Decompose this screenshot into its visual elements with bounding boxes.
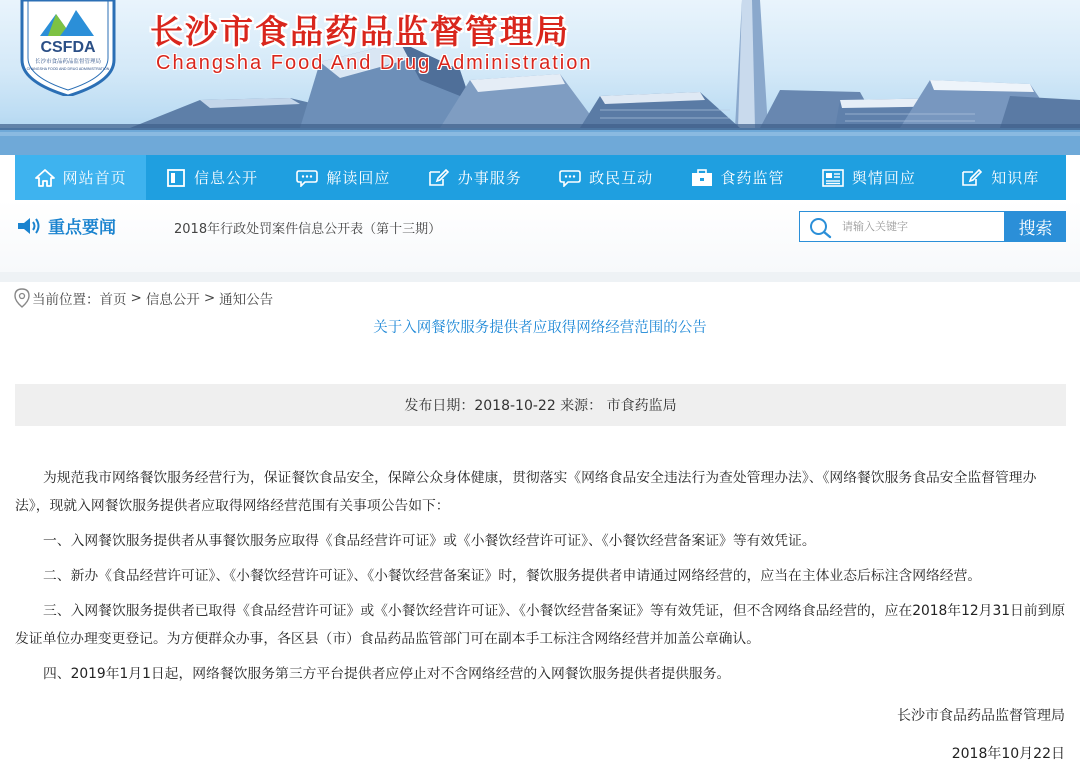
nav-item-supervision[interactable] — [672, 155, 803, 200]
nav-item-knowledge[interactable] — [935, 155, 1066, 200]
chat-icon — [296, 169, 318, 187]
search-icon — [809, 217, 833, 239]
nav-label: 解读回应 — [326, 169, 391, 187]
search-box — [799, 211, 1005, 242]
breadcrumb-separator: > — [130, 290, 142, 306]
news-heading-label: 重点要闻 — [48, 218, 116, 238]
article-paragraph: 为规范我市网络餐饮服务经营行为，保证餐饮食品安全，保障公众身体健康，贯彻落实《网络食品安全违法行为查处管理办法》、《网络餐饮服务食品安全监督管理办法》，现就入网餐饮服务提供者应取得网络经营范围有关事项公告如下： — [15, 470, 1037, 514]
book-icon — [166, 169, 186, 187]
nav-item-info[interactable] — [146, 155, 277, 200]
article-paragraph: 三、入网餐饮服务提供者已取得《食品经营许可证》或《小餐饮经营许可证》、《小餐饮经营备案证》等有效凭证，但不含网络食品经营的，应在2018年12月31日前到原发证单位办理变更登记。为方便群众办事，各区县（市）食品药品监管部门可在副本手工标注含网络经营并加盖公章确认。 — [15, 603, 1066, 647]
logo-small-cn: 长沙市食品药品监督管理局 — [34, 59, 102, 65]
breadcrumb-separator: > — [203, 290, 216, 306]
article-signature: 长沙市食品药品监督管理局 — [897, 708, 1065, 724]
breadcrumb-info[interactable]: 信息公开 — [145, 292, 200, 308]
csfda-logo — [18, 0, 118, 96]
edit-icon — [961, 169, 983, 187]
section-divider — [0, 272, 1080, 282]
site-title-cn: 长沙市食品药品监督管理局 — [150, 12, 570, 51]
news-bar — [0, 200, 1080, 272]
nav-label: 信息公开 — [194, 169, 259, 187]
breadcrumb-notice[interactable]: 通知公告 — [219, 292, 274, 308]
article-paragraph: 一、入网餐饮服务提供者从事餐饮服务应取得《食品经营许可证》或《小餐饮经营许可证》、《小餐饮经营备案证》等有效凭证。 — [43, 533, 816, 549]
nav-label: 政民互动 — [589, 169, 654, 187]
home-icon — [35, 169, 55, 187]
location-pin-icon — [14, 288, 30, 308]
nav-label: 办事服务 — [457, 169, 522, 187]
chat-icon — [559, 169, 581, 187]
breadcrumb-home[interactable]: 首页 — [99, 292, 127, 308]
article-meta: 发布日期：2018-10-22 来源： 市食药监局 — [15, 384, 1066, 426]
briefcase-icon — [691, 169, 713, 187]
nav-label: 食药监管 — [720, 169, 785, 187]
nav-item-opinion[interactable] — [803, 155, 934, 200]
header-banner — [0, 0, 1080, 155]
news-heading — [16, 213, 116, 238]
nav-item-interaction[interactable] — [541, 155, 672, 200]
nav-item-service[interactable] — [409, 155, 540, 200]
article-title: 关于入网餐饮服务提供者应取得网络经营范围的公告 — [373, 320, 707, 336]
news-headline-link[interactable]: 2018年行政处罚案件信息公开表（第十三期） — [174, 222, 442, 237]
nav-label: 网站首页 — [62, 169, 127, 187]
nav-label: 舆情回应 — [851, 169, 916, 187]
breadcrumb-prefix: 当前位置： — [32, 292, 100, 308]
edit-icon — [428, 169, 450, 187]
megaphone-icon — [16, 216, 42, 236]
logo-text: CSFDA — [40, 39, 96, 56]
search-button[interactable]: 搜索 — [1005, 211, 1066, 242]
nav-item-home[interactable] — [15, 155, 146, 200]
article-date: 2018年10月22日 — [951, 746, 1065, 762]
site-title-en: Changsha Food And Drug Administration — [156, 52, 593, 74]
article-paragraph: 二、新办《食品经营许可证》、《小餐饮经营许可证》、《小餐饮经营备案证》时，餐饮服务提供者申请通过网络经营的，应当在主体业态后标注含网络经营。 — [43, 568, 982, 584]
logo-small-en: CHANGSHA FOOD AND DRUG ADMINISTRATION — [26, 67, 110, 71]
nav-item-interpret[interactable] — [278, 155, 409, 200]
article-body — [15, 464, 1066, 695]
main-nav — [15, 155, 1066, 200]
breadcrumb — [14, 288, 273, 308]
article-paragraph: 四、2019年1月1日起，网络餐饮服务第三方平台提供者应停止对不含网络经营的入网餐饮服务提供者提供服务。 — [43, 666, 731, 682]
newspaper-icon — [822, 169, 844, 187]
search-input[interactable] — [842, 213, 1000, 240]
nav-label: 知识库 — [991, 169, 1040, 187]
